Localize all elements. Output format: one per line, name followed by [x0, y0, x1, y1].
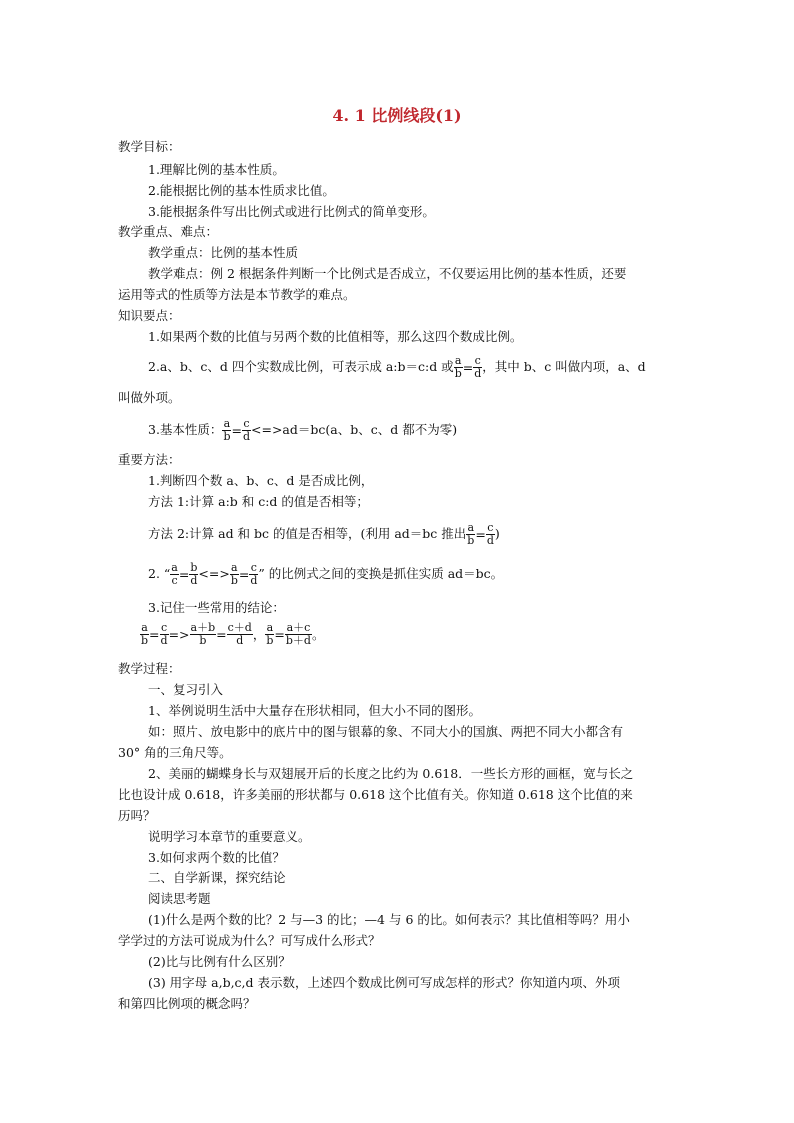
fraction-c-d: $\frac{c}{d}$: [486, 521, 494, 547]
review-note: 说明学习本章节的重要意义。: [148, 829, 311, 844]
fraction-c-d: $\frac{c}{d}$: [474, 354, 482, 380]
method-item-3: 3.记住一些常用的结论：: [148, 600, 285, 615]
fraction-a-b: $\frac{a}{b}$: [141, 621, 149, 647]
knowledge-item-3-pre: 3.基本性质：: [148, 422, 223, 437]
method-item-1: 1.判断四个数 a、b、c、d 是否成比例，: [148, 473, 374, 488]
review-example: 如：照片、放电影中的底片中的图与银幕的象、不同大小的国旗、两把不同大小都含有: [148, 724, 624, 739]
implies-arrow: =>: [168, 626, 190, 642]
fraction-a-b: $\frac{a}{b}$: [230, 561, 238, 587]
review-item-2: 2、美丽的蝴蝶身长与双翅展开后的长度之比约为 0.618．一些长方形的画框，宽与长之: [148, 766, 634, 781]
method-2: 方法 2:计算 ad 和 bc 的值是否相等，(利用 ad＝bc 推出 $\frac{a}{b}$ = $\frac{c}{d}$ ): [148, 521, 500, 547]
method-2-post: ): [494, 526, 500, 541]
teaching-difficulty-cont: 运用等式的性质等方法是本节教学的难点。: [118, 287, 356, 302]
review-item-1: 1、举例说明生活中大量存在形状相同，但大小不同的图形。: [148, 703, 481, 718]
review-example-cont: 30° 角的三角尺等。: [118, 745, 232, 760]
knowledge-item-3: 3.基本性质： $\frac{a}{b}$ = $\frac{c}{d}$ <=>ad＝bc(a、b、c、d 都不为零): [148, 417, 458, 443]
review-item-2-end: 历吗？: [118, 808, 156, 823]
question-3-cont: 和第四比例项的概念吗？: [118, 996, 256, 1011]
methods-heading: 重要方法：: [118, 452, 181, 467]
knowledge-item-2-pre: 2.a、b、c、d 四个实数成比例，可表示成 a:b＝c:d 或: [148, 359, 454, 374]
key-points-heading: 教学重点、难点：: [118, 224, 219, 239]
common-formulas: $\frac{a}{b}$ = $\frac{c}{d}$ => $\frac{a+b}{b}$ = $\frac{c+d}{d}$ ， $\frac{a}{b}$ = $\frac{a+c}{b+d}$ 。: [141, 621, 325, 647]
section-self-study: 二、自学新课，探究结论: [148, 870, 286, 885]
fraction-a-b: $\frac{a}{b}$: [467, 521, 475, 547]
knowledge-item-2-post: ，其中 b、c 叫做内项，a、d: [482, 359, 646, 374]
method-item-2: 2. “ $\frac{a}{c}$ = $\frac{b}{d}$ <=> $\frac{a}{b}$ = $\frac{c}{d}$ ” 的比例式之间的变换是抓住实质 ad＝bc。: [148, 561, 504, 587]
formula-separator: ，: [252, 626, 266, 642]
review-item-2-cont: 比也设计成 0.618，许多美丽的形状都与 0.618 这个比值有关。你知道 0.618 这个比值的来: [118, 787, 633, 802]
knowledge-item-2: 2.a、b、c、d 四个实数成比例，可表示成 a:b＝c:d 或 $\frac{a}{b}$ = $\frac{c}{d}$ ，其中 b、c 叫做内项，a、d: [148, 354, 646, 380]
fraction-a-b: $\frac{a}{b}$: [266, 621, 274, 647]
fraction-b-d: $\frac{b}{d}$: [190, 561, 198, 587]
objectives-heading: 教学目标：: [118, 139, 181, 154]
review-item-3: 3.如何求两个数的比值？: [148, 850, 285, 865]
question-1: (1)什么是两个数的比？2 与—3 的比；—4 与 6 的比。如何表示？其比值相等吗？用小: [148, 912, 630, 927]
teaching-difficulty: 教学难点：例 2 根据条件判断一个比例式是否成立，不仅要运用比例的基本性质，还要: [148, 266, 627, 281]
page-title: 4. 1 比例线段(1): [332, 106, 462, 125]
method-item-2-post: ” 的比例式之间的变换是抓住实质 ad＝bc。: [258, 566, 504, 581]
fraction-c-d: $\frac{c}{d}$: [242, 417, 251, 443]
fraction-c-plus-d-over-d: $\frac{c+d}{d}$: [227, 621, 252, 647]
knowledge-item-2-cont: 叫做外项。: [118, 390, 181, 405]
method-1: 方法 1:计算 a:b 和 c:d 的值是否相等；: [148, 494, 369, 509]
objective-item: 3.能根据条件写出比例式或进行比例式的简单变形。: [148, 204, 435, 219]
fraction-a-plus-b-over-b: $\frac{a+b}{b}$: [190, 621, 216, 647]
question-1-cont: 学学过的方法可说成为什么？可写成什么形式？: [118, 933, 381, 948]
process-heading: 教学过程：: [118, 661, 181, 676]
section-review: 一、复习引入: [148, 682, 224, 697]
fraction-a-b: $\frac{a}{b}$: [454, 354, 462, 380]
knowledge-heading: 知识要点：: [118, 308, 181, 323]
question-2: (2)比与比例有什么区别？: [148, 954, 291, 969]
fraction-a-plus-c-over-b-plus-d: $\frac{a+c}{b+d}$: [285, 621, 311, 647]
objective-item: 2.能根据比例的基本性质求比值。: [148, 183, 335, 198]
teaching-focus: 教学重点：比例的基本性质: [148, 245, 299, 260]
formula-end: 。: [311, 626, 325, 642]
method-item-2-pre: 2. “: [148, 566, 171, 581]
question-3: (3) 用字母 a,b,c,d 表示数，上述四个数成比例可写成怎样的形式？你知道内项、外项: [148, 975, 621, 990]
knowledge-item-3-post: <=>ad＝bc(a、b、c、d 都不为零): [251, 422, 458, 437]
fraction-c-d: $\frac{c}{d}$: [250, 561, 258, 587]
fraction-a-c: $\frac{a}{c}$: [171, 561, 178, 587]
reading-questions-heading: 阅读思考题: [148, 891, 211, 906]
knowledge-item-1: 1.如果两个数的比值与另两个数的比值相等，那么这四个数成比例。: [148, 329, 523, 344]
objective-item: 1.理解比例的基本性质。: [148, 162, 285, 177]
method-item-2-mid: <=>: [198, 566, 230, 581]
method-2-pre: 方法 2:计算 ad 和 bc 的值是否相等，(利用 ad＝bc 推出: [148, 526, 467, 541]
fraction-c-d: $\frac{c}{d}$: [160, 621, 168, 647]
fraction-a-b: $\frac{a}{b}$: [223, 417, 231, 443]
